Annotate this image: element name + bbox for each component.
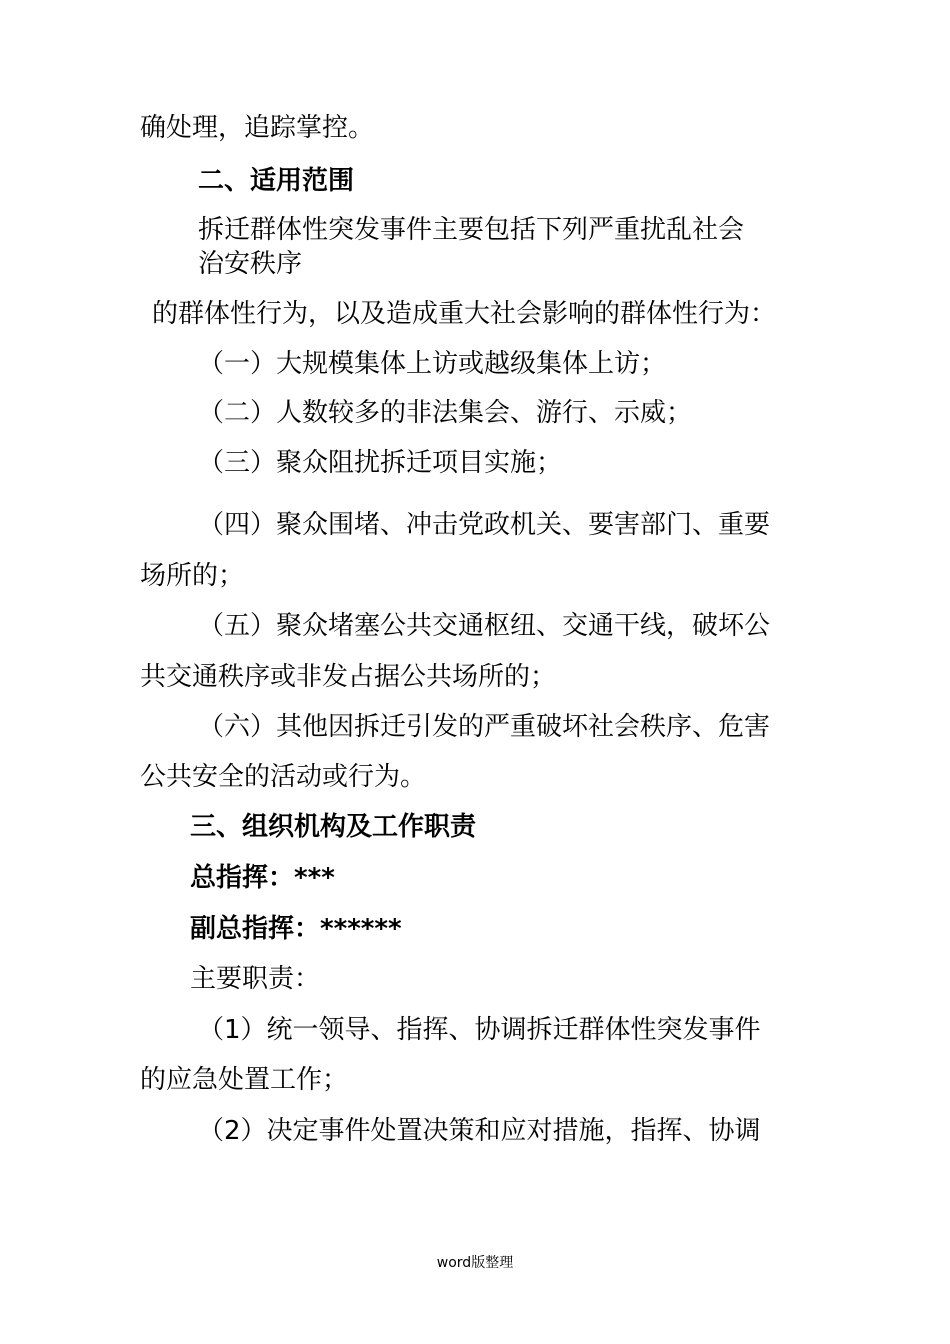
duties-label: 主要职责： xyxy=(190,964,321,994)
list-item: （二）人数较多的非法集会、游行、示威； xyxy=(198,398,693,428)
list-item-continuation: 公共安全的活动或行为。 xyxy=(140,762,427,792)
page-footer: word版整理 xyxy=(436,1255,514,1271)
paragraph-line: 的群体性行为，以及造成重大社会影响的群体性行为： xyxy=(152,299,777,329)
commander-line: 总指挥：*** xyxy=(190,863,335,893)
deputy-commander-line: 副总指挥：****** xyxy=(190,914,402,944)
paragraph-line: 治安秩序 xyxy=(198,249,303,279)
list-item: （1）统一领导、指挥、协调拆迁群体性突发事件 xyxy=(198,1015,761,1045)
list-item-continuation: 共交通秩序或非发占据公共场所的； xyxy=(140,662,557,692)
paragraph-line: 确处理，追踪掌控。 xyxy=(140,113,375,143)
section-heading-organization: 三、组织机构及工作职责 xyxy=(190,812,477,842)
list-item: （2）决定事件处置决策和应对措施，指挥、协调 xyxy=(198,1116,761,1146)
list-item: （四）聚众围堵、冲击党政机关、要害部门、重要 xyxy=(198,510,771,540)
list-item-continuation: 的应急处置工作； xyxy=(140,1065,349,1095)
list-item-continuation: 场所的； xyxy=(140,561,245,591)
paragraph-line: 拆迁群体性突发事件主要包括下列严重扰乱社会 xyxy=(198,215,745,245)
section-heading-scope: 二、适用范围 xyxy=(198,166,355,196)
list-item: （五）聚众堵塞公共交通枢纽、交通干线，破坏公 xyxy=(198,611,771,641)
list-item: （一）大规模集体上访或越级集体上访； xyxy=(198,349,667,379)
list-item: （三）聚众阻扰拆迁项目实施； xyxy=(198,448,563,478)
list-item: （六）其他因拆迁引发的严重破坏社会秩序、危害 xyxy=(198,712,771,742)
